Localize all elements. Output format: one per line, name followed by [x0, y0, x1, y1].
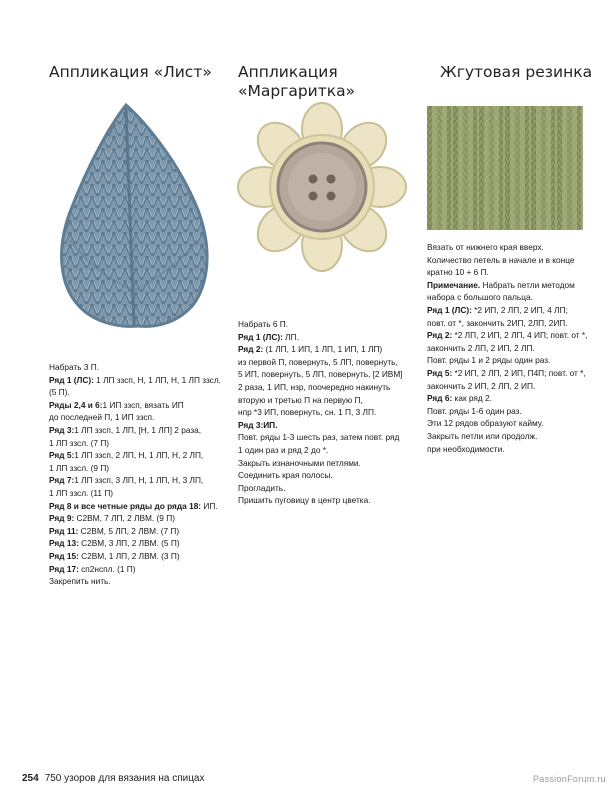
text-line: Ряд 7:1 ЛП ззсп, 3 ЛП, Н, 1 ЛП, Н, 3 ЛП, — [49, 475, 204, 486]
text-line: Соединить края полосы. — [238, 470, 333, 481]
ribbing-swatch-image — [427, 106, 583, 230]
page-footer — [22, 773, 204, 784]
text-line: до последней П, 1 ИП ззсп. — [49, 412, 155, 423]
text-line: Ряды 2,4 и 6:1 ИП ззсп, вязать ИП — [49, 399, 184, 410]
text-line: закончить 2 ИП, 2 ЛП, 2 ИП. — [427, 380, 536, 391]
text-line: из первой П, повернуть, 5 ЛП, повернуть, — [238, 356, 398, 367]
text-line: 1 ЛП ззсл. (9 П) — [49, 462, 110, 473]
text-line: нпр *3 ИП, повернуть, сн. 1 П, 3 ЛП. — [238, 407, 377, 418]
ribbing-instructions — [427, 241, 587, 455]
text-line: Ряд 5:1 ЛП ззсп, 2 ЛП, Н, 1 ЛП, Н, 2 ЛП, — [49, 450, 204, 461]
daisy-instructions — [238, 318, 403, 507]
leaf-applique-image — [48, 100, 228, 335]
text-line: кратно 10 + 6 П. — [427, 267, 489, 278]
text-line: Вязать от нижнего края вверх. — [427, 242, 544, 252]
text-line: 1 один раз и ряд 2 до *. — [238, 444, 329, 455]
text-line: Повт. ряды 1-3 шесть раз, затем повт. ряд — [238, 432, 400, 443]
watermark: PassionForum.ru — [532, 774, 606, 784]
text-line: Ряд 2: (1 ЛП, 1 ИП, 1 ЛП, 1 ИП, 1 ЛП) — [238, 344, 383, 355]
page-number: 254 — [22, 773, 39, 784]
leaf-title: Аппликация «Лист» — [49, 63, 212, 81]
book-title: 750 узоров для вязания на спицах — [44, 773, 205, 784]
text-line: Ряд 3:1 ЛП ззсп, 1 ЛП, [Н, 1 ЛП] 2 раза, — [49, 424, 202, 435]
text-line: Закрепить нить. — [49, 576, 111, 587]
text-line: закончить 2 ЛП, 2 ИП, 2 ЛП. — [427, 342, 535, 353]
daisy-title: Аппликация «Маргаритка» — [238, 63, 356, 100]
text-line: Закрыть изнаночными петлями. — [238, 457, 361, 468]
text-line: Повт. ряды 1-6 один раз. — [427, 405, 522, 416]
text-line: Ряд 1 (ЛС): ЛП. — [238, 331, 299, 342]
text-line: Закрыть петли или продолж. — [427, 430, 538, 441]
text-line: повт. от *, закончить 2ИП, 2ЛП, 2ИП. — [427, 317, 568, 328]
ribbing-title: Жгутовая резинка — [440, 63, 593, 81]
text-line: Ряд 1 (ЛС): *2 ИП, 2 ЛП, 2 ИП, 4 ЛП; — [427, 304, 568, 315]
text-line: Ряд 17: сп2нспл. (1 П) — [49, 563, 136, 574]
text-line: 1 ЛП ззсл. (7 П) — [49, 437, 110, 448]
text-line: Ряд 6: как ряд 2. — [427, 393, 492, 404]
text-line: вторую и третью П на первую П, — [238, 394, 363, 405]
text-line: Повт. ряды 1 и 2 ряды один раз. — [427, 355, 551, 366]
text-line: Ряд 8 и все четные ряды до ряда 18: ИП. — [49, 500, 218, 511]
text-line: Ряд 9: С2ВМ, 7 ЛП, 2 ЛВМ. (9 П) — [49, 513, 175, 524]
text-line: Ряд 15: С2ВМ, 1 ЛП, 2 ЛВМ. (3 П) — [49, 550, 180, 561]
text-line: 5 ИП, повернуть, 5 ЛП, повернуть, [2 ИВМ] — [238, 369, 403, 380]
text-line: Примечание. Набрать петли методом — [427, 279, 575, 290]
text-line: (5 П). — [49, 387, 70, 398]
text-line: Пришить пуговицу в центр цветка. — [238, 495, 371, 506]
text-line: набора с большого пальца. — [427, 292, 533, 303]
daisy-applique-image — [237, 102, 407, 272]
text-line: Ряд 1 (ЛС): 1 ЛП ззсп, Н, 1 ЛП, Н, 1 ЛП ззсл. — [49, 374, 221, 385]
text-line: Набрать 3 П. — [49, 362, 100, 372]
text-line: Ряд 11: С2ВМ, 5 ЛП, 2 ЛВМ. (7 П) — [49, 525, 180, 536]
text-line: Ряд 5: *2 ИП, 2 ЛП, 2 ИП, П4П; повт. от *, — [427, 367, 586, 378]
text-line: Набрать 6 П. — [238, 319, 289, 329]
text-line: Ряд 2: *2 ЛП, 2 ИП, 2 ЛП, 4 ИП; повт. от *, — [427, 330, 588, 341]
text-line: Ряд 13: С2ВМ, 3 ЛП, 2 ЛВМ. (5 П) — [49, 538, 180, 549]
text-line: 1 ЛП ззсл. (11 П) — [49, 487, 114, 498]
text-line: Ряд 3:ИП. — [238, 419, 278, 430]
text-line: 2 раза, 1 ИП, нзр, поочередно накинуть — [238, 381, 391, 392]
text-line: Количество петель в начале и в конце — [427, 254, 575, 265]
leaf-instructions — [49, 361, 221, 588]
text-line: Эти 12 рядов образуют кайму. — [427, 418, 544, 429]
text-line: при необходимости. — [427, 443, 505, 454]
text-line: Прогладить. — [238, 482, 286, 493]
